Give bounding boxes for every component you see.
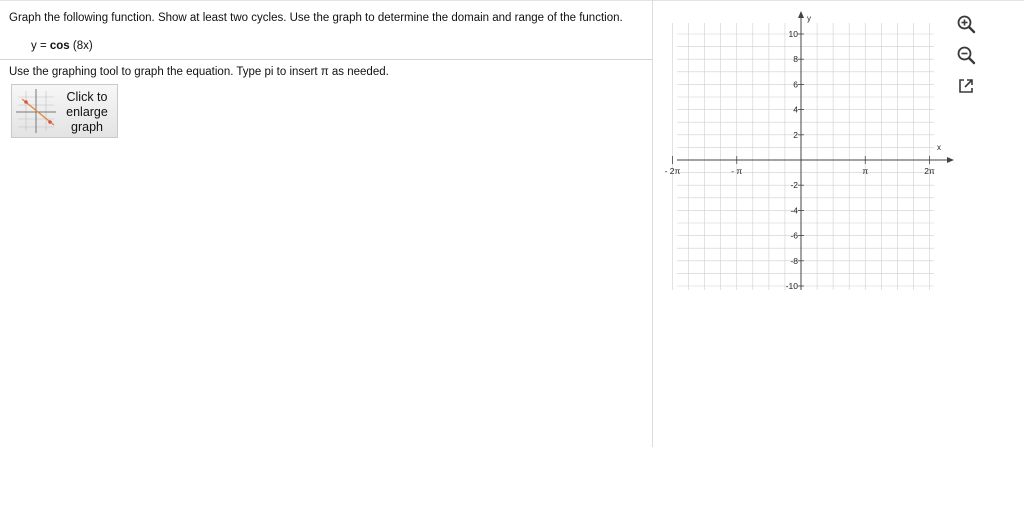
enlarge-graph-label: Click to enlarge graph [66, 90, 108, 134]
y-tick-label: 4 [793, 104, 798, 115]
y-tick-label: 6 [793, 79, 798, 90]
enlarge-graph-button[interactable] [11, 84, 118, 138]
y-tick-label: 8 [793, 54, 798, 65]
popout-icon [955, 75, 977, 97]
x-axis-arrow [947, 157, 954, 163]
y-axis-label: y [807, 14, 811, 23]
graph-thumbnail-icon [16, 89, 56, 133]
zoom-out-icon [955, 44, 977, 66]
top-rule [0, 0, 1024, 1]
y-tick-label: -8 [790, 255, 798, 266]
coordinate-grid[interactable] [660, 10, 960, 300]
zoom-out-button[interactable] [955, 44, 977, 66]
x-axis-label: x [937, 143, 941, 152]
y-tick-label: -10 [785, 281, 798, 291]
y-tick-label: -6 [790, 230, 798, 241]
equation-function: cos [49, 40, 70, 52]
x-tick-label: 2π [924, 166, 935, 176]
y-tick-label: -4 [790, 205, 798, 216]
function-equation [31, 40, 93, 52]
popout-button[interactable] [955, 75, 977, 97]
y-tick-label: 2 [793, 129, 798, 140]
graphing-instruction: Use the graphing tool to graph the equation. Type pi to insert π as needed. [9, 66, 389, 78]
y-tick-label: -2 [790, 180, 798, 191]
y-axis-arrow [798, 11, 804, 18]
x-tick-label: - 2π [664, 166, 681, 176]
section-divider [0, 59, 652, 60]
x-tick-label: - π [731, 166, 743, 176]
zoom-in-icon [955, 13, 977, 35]
x-tick-label: π [862, 166, 869, 176]
zoom-in-button[interactable] [955, 13, 977, 35]
panel-divider [652, 0, 653, 447]
y-tick-label: 10 [788, 29, 798, 39]
equation-lhs: y = [31, 40, 50, 52]
x-tick-labels [665, 156, 935, 176]
equation-argument: (8x) [69, 40, 93, 52]
grid-lines [673, 23, 935, 290]
question-prompt: Graph the following function. Show at least two cycles. Use the graph to determine the domain and range of the function. [9, 12, 623, 24]
